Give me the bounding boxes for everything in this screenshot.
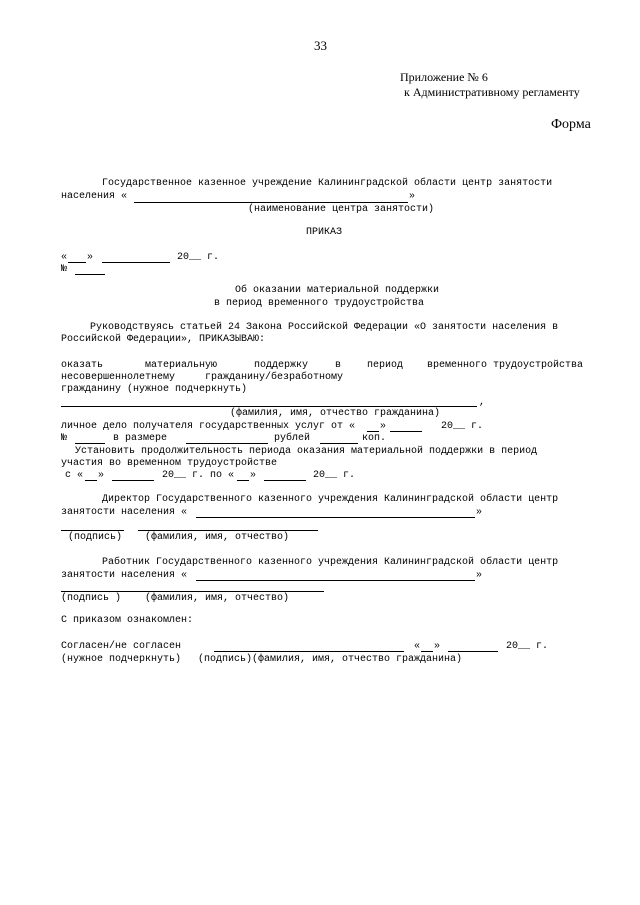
- director-center-field[interactable]: [196, 517, 475, 518]
- director-signature-field[interactable]: [61, 530, 124, 531]
- director-signature-caption: (подпись): [68, 532, 123, 543]
- agreement-day-field[interactable]: [421, 651, 433, 652]
- director-line-2-suffix: »: [476, 507, 483, 518]
- duration-from: с «: [65, 470, 84, 481]
- duration-year-2: 20__ г.: [313, 470, 356, 481]
- amount-rubles-field[interactable]: [186, 443, 268, 444]
- agreement-close-quote: »: [434, 641, 441, 652]
- date-open-quote: «: [61, 252, 68, 263]
- citizen-name-caption: (фамилия, имя, отчество гражданина): [230, 408, 441, 419]
- duration-end-day-field[interactable]: [237, 480, 249, 481]
- worker-signature-caption: (подпись ): [61, 593, 122, 604]
- order-number-field[interactable]: [75, 274, 105, 275]
- acquainted-label: С приказом ознакомлен:: [61, 615, 194, 626]
- institution-line-1: Государственное казенное учреждение Калининградской области центр занятости: [102, 178, 553, 189]
- agreement-signature-field[interactable]: [214, 651, 404, 652]
- amount-kop-field[interactable]: [320, 443, 358, 444]
- provide-word-2: материальную: [145, 360, 218, 371]
- worker-name-caption: (фамилия, имя, отчество): [145, 593, 290, 604]
- agreement-month-field[interactable]: [448, 651, 498, 652]
- agreement-year: 20__ г.: [506, 641, 549, 652]
- duration-close-quote-1: »: [98, 470, 105, 481]
- case-file-close-quote: »: [380, 421, 387, 432]
- appendix-line-2: к Административному регламенту: [404, 85, 580, 99]
- subject-line-1: Об оказании материальной поддержки: [235, 285, 440, 296]
- date-day-field[interactable]: [68, 262, 86, 263]
- case-file-day-field[interactable]: [367, 431, 379, 432]
- duration-start-month-field[interactable]: [112, 480, 154, 481]
- provide-word-1: оказать: [61, 360, 104, 371]
- worker-signature-name-field[interactable]: [61, 591, 324, 592]
- provide-word-5: период: [367, 360, 404, 371]
- provide-word-4: в: [335, 360, 342, 371]
- date-month-field[interactable]: [102, 262, 170, 263]
- duration-end-month-field[interactable]: [264, 480, 306, 481]
- center-name-field[interactable]: [134, 202, 408, 203]
- institution-line-2-suffix: »: [409, 191, 416, 202]
- duration-line-2: участия во временном трудоустройстве: [61, 458, 278, 469]
- case-file-text: личное дело получателя государственных услуг от «: [61, 421, 356, 432]
- worker-line-1: Работник Государственного казенного учреждения Калининградской области центр: [102, 557, 559, 568]
- amount-number-field[interactable]: [75, 443, 105, 444]
- provide-line-2: несовершеннолетнему гражданину/безработному: [61, 372, 344, 383]
- director-name-caption: (фамилия, имя, отчество): [145, 532, 290, 543]
- agreement-underline-caption: (нужное подчеркнуть): [61, 654, 182, 665]
- provide-word-6: временного трудоустройства: [427, 360, 584, 371]
- amount-kop-label: коп.: [362, 433, 387, 444]
- agreement-open-quote: «: [414, 641, 421, 652]
- case-file-month-field[interactable]: [390, 431, 422, 432]
- director-line-2-prefix: занятости населения «: [61, 507, 188, 518]
- date-year: 20__ г.: [177, 252, 220, 263]
- provide-word-3: поддержку: [254, 360, 309, 371]
- amount-in-amount: в размере: [113, 433, 168, 444]
- date-close-quote: »: [87, 252, 94, 263]
- institution-line-2-prefix: населения «: [61, 191, 128, 202]
- amount-rubles-label: рублей: [274, 433, 311, 444]
- preamble-line-1: Руководствуясь статьей 24 Закона Российской Федерации «О занятости населения в: [90, 322, 559, 333]
- center-name-caption: (наименование центра занятости): [248, 204, 435, 215]
- director-name-field[interactable]: [138, 530, 318, 531]
- director-line-1: Директор Государственного казенного учреждения Калининградской области центр: [102, 494, 559, 505]
- form-label: Форма: [551, 117, 591, 132]
- subject-line-2: в период временного трудоустройства: [214, 298, 425, 309]
- agreement-signature-caption: (подпись)(фамилия, имя, отчество гражданина): [198, 654, 463, 665]
- duration-start-day-field[interactable]: [85, 480, 97, 481]
- order-title: ПРИКАЗ: [306, 227, 343, 238]
- preamble-line-2: Российской Федерации», ПРИКАЗЫВАЮ:: [61, 334, 266, 345]
- page-number: 33: [314, 38, 327, 53]
- provide-line-3: гражданину (нужное подчеркнуть): [61, 384, 248, 395]
- case-file-year: 20__ г.: [441, 421, 484, 432]
- worker-center-field[interactable]: [196, 580, 475, 581]
- amount-number-sign: №: [61, 433, 68, 444]
- appendix-line-1: Приложение № 6: [400, 70, 488, 84]
- duration-year-1: 20__ г. по «: [162, 470, 235, 481]
- worker-line-2-prefix: занятости населения «: [61, 570, 188, 581]
- agreement-label: Согласен/не согласен: [61, 641, 182, 652]
- duration-close-quote-2: »: [250, 470, 257, 481]
- duration-line-1: Установить продолжительность периода оказания материальной поддержки в период: [75, 446, 538, 457]
- worker-line-2-suffix: »: [476, 570, 483, 581]
- citizen-comma: ,: [479, 397, 486, 408]
- citizen-name-field[interactable]: [61, 406, 477, 407]
- number-sign: №: [61, 264, 68, 275]
